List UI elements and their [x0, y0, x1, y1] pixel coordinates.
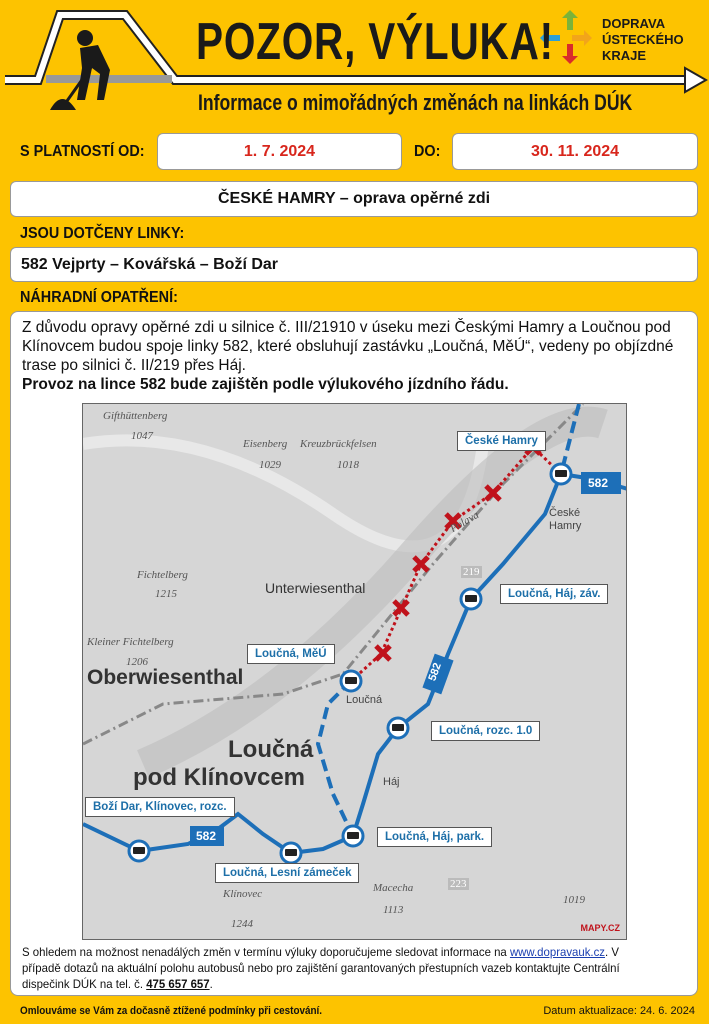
poster-title: POZOR, VÝLUKA! — [196, 13, 554, 71]
peak-label: Kreuzbrückfelsen — [300, 438, 377, 450]
valid-from-label: S PLATNOSTÍ OD: — [20, 143, 145, 160]
village-loucna: Loučná — [346, 694, 383, 706]
worker-icon — [50, 30, 110, 110]
bus-stop-icon — [343, 826, 363, 846]
line-badge-label: 582 — [588, 476, 609, 490]
peak-label: Macecha — [373, 882, 414, 894]
apology-text: Omlouváme se Vám za dočasně ztížené podmínky při cestování. — [20, 1005, 323, 1017]
note-text: . V případě dotazů na aktuální polohu autobusů nebo pro zajištění garantovaných přestupních vazeb kontaktujte Centrální dispečink DÚK na tel. č. — [22, 945, 620, 991]
valid-to-label: DO: — [414, 143, 441, 160]
duk-logo — [602, 16, 684, 64]
website-link[interactable]: www.dopravauk.cz — [509, 945, 605, 959]
road-number: 223 — [450, 878, 467, 890]
closure-title: ČESKÉ HAMRY – oprava opěrné zdi — [10, 181, 698, 217]
town-unterwiesenthal: Unterwiesenthal — [265, 580, 366, 596]
town-ceske-hamry: České — [549, 507, 581, 519]
poster-subtitle: Informace o mimořádných změnách na linkách DÚK — [198, 90, 633, 115]
stop-label-loucna-haj-park: Loučná, Háj, park. — [377, 827, 492, 847]
valid-to-value: 30. 11. 2024 — [452, 133, 698, 170]
measures-text — [22, 318, 692, 394]
peak-label: Eisenberg — [243, 438, 288, 450]
stop-label-bozi-dar: Boží Dar, Klínovec, rozc. — [85, 797, 235, 817]
measures-description: Z důvodu opravy opěrné zdi u silnice č. III/21910 v úseku mezi Českými Hamry a Loučnou pod Klínovcem budou spoje linky 582, které obsluhují zastávku „Loučná, MěÚ“, vedeny po objízdné trase po silnici č. II/219 přes Háj. — [22, 319, 674, 374]
logo-line: KRAJE — [602, 48, 647, 63]
measures-label: NÁHRADNÍ OPATŘENÍ: — [20, 289, 178, 306]
line-badge-label: 582 — [196, 829, 217, 843]
peak-label: Klínovec — [223, 888, 263, 900]
affected-lines-value: 582 Vejprty – Kovářská – Boží Dar — [10, 247, 698, 282]
peak-altitude: 1113 — [383, 904, 404, 916]
bus-stop-icon — [281, 843, 301, 863]
note-text: S ohledem na možnost nenadálých změn v termínu výluky doporučujeme sledovat informace na — [22, 945, 507, 959]
peak-altitude: 1215 — [155, 588, 177, 600]
detour-map — [82, 403, 627, 940]
note-text: . — [209, 977, 213, 991]
peak-altitude: 1244 — [231, 918, 253, 930]
peak-label: Kleiner Fichtelberg — [87, 636, 174, 648]
town-loucna: pod Klínovcem — [133, 764, 306, 791]
update-date: Datum aktualizace: 24. 6. 2024 — [543, 1005, 695, 1017]
bus-stop-icon — [129, 841, 149, 861]
stop-label-loucna-meu: Loučná, MěÚ — [247, 644, 335, 664]
peak-altitude: 1206 — [126, 656, 148, 668]
peak-label: Gifthüttenberg — [103, 410, 168, 422]
village-haj: Háj — [383, 776, 400, 788]
peak-altitude: 1047 — [131, 430, 153, 442]
peak-altitude: 1018 — [337, 459, 359, 471]
bus-stop-icon — [341, 671, 361, 691]
road-number: 219 — [463, 566, 480, 578]
bus-stop-icon — [551, 464, 571, 484]
stop-label-lesni-zamecek: Loučná, Lesní zámeček — [215, 863, 359, 883]
info-note — [22, 944, 659, 992]
stop-label-loucna-haj-zav: Loučná, Háj, záv. — [500, 584, 608, 604]
bus-stop-icon — [388, 718, 408, 738]
peak-altitude: 1019 — [563, 894, 585, 906]
valid-from-value: 1. 7. 2024 — [157, 133, 402, 170]
town-ceske-hamry: Hamry — [549, 520, 582, 532]
bus-stop-icon — [461, 589, 481, 609]
river-label: Polava — [448, 509, 482, 535]
town-loucna: Loučná — [228, 736, 314, 763]
line-badge-label: 582 — [426, 661, 444, 683]
peak-altitude: 1029 — [259, 459, 281, 471]
affected-lines-label: JSOU DOTČENY LINKY: — [20, 225, 185, 242]
logo-line: ÚSTECKÉHO — [602, 32, 684, 47]
stop-label-loucna-rozc: Loučná, rozc. 1.0 — [431, 721, 540, 741]
map-credit: MAPY.CZ — [580, 923, 620, 933]
peak-label: Fichtelberg — [137, 569, 188, 581]
town-oberwiesenthal: Oberwiesenthal — [87, 666, 244, 689]
stop-label-ceske-hamry: České Hamry — [457, 431, 546, 451]
logo-line: DOPRAVA — [602, 16, 666, 31]
measures-bold-note: Provoz na lince 582 bude zajištěn podle výlukového jízdního řádu. — [22, 376, 509, 393]
dispatch-phone[interactable]: 475 657 657 — [146, 977, 210, 991]
